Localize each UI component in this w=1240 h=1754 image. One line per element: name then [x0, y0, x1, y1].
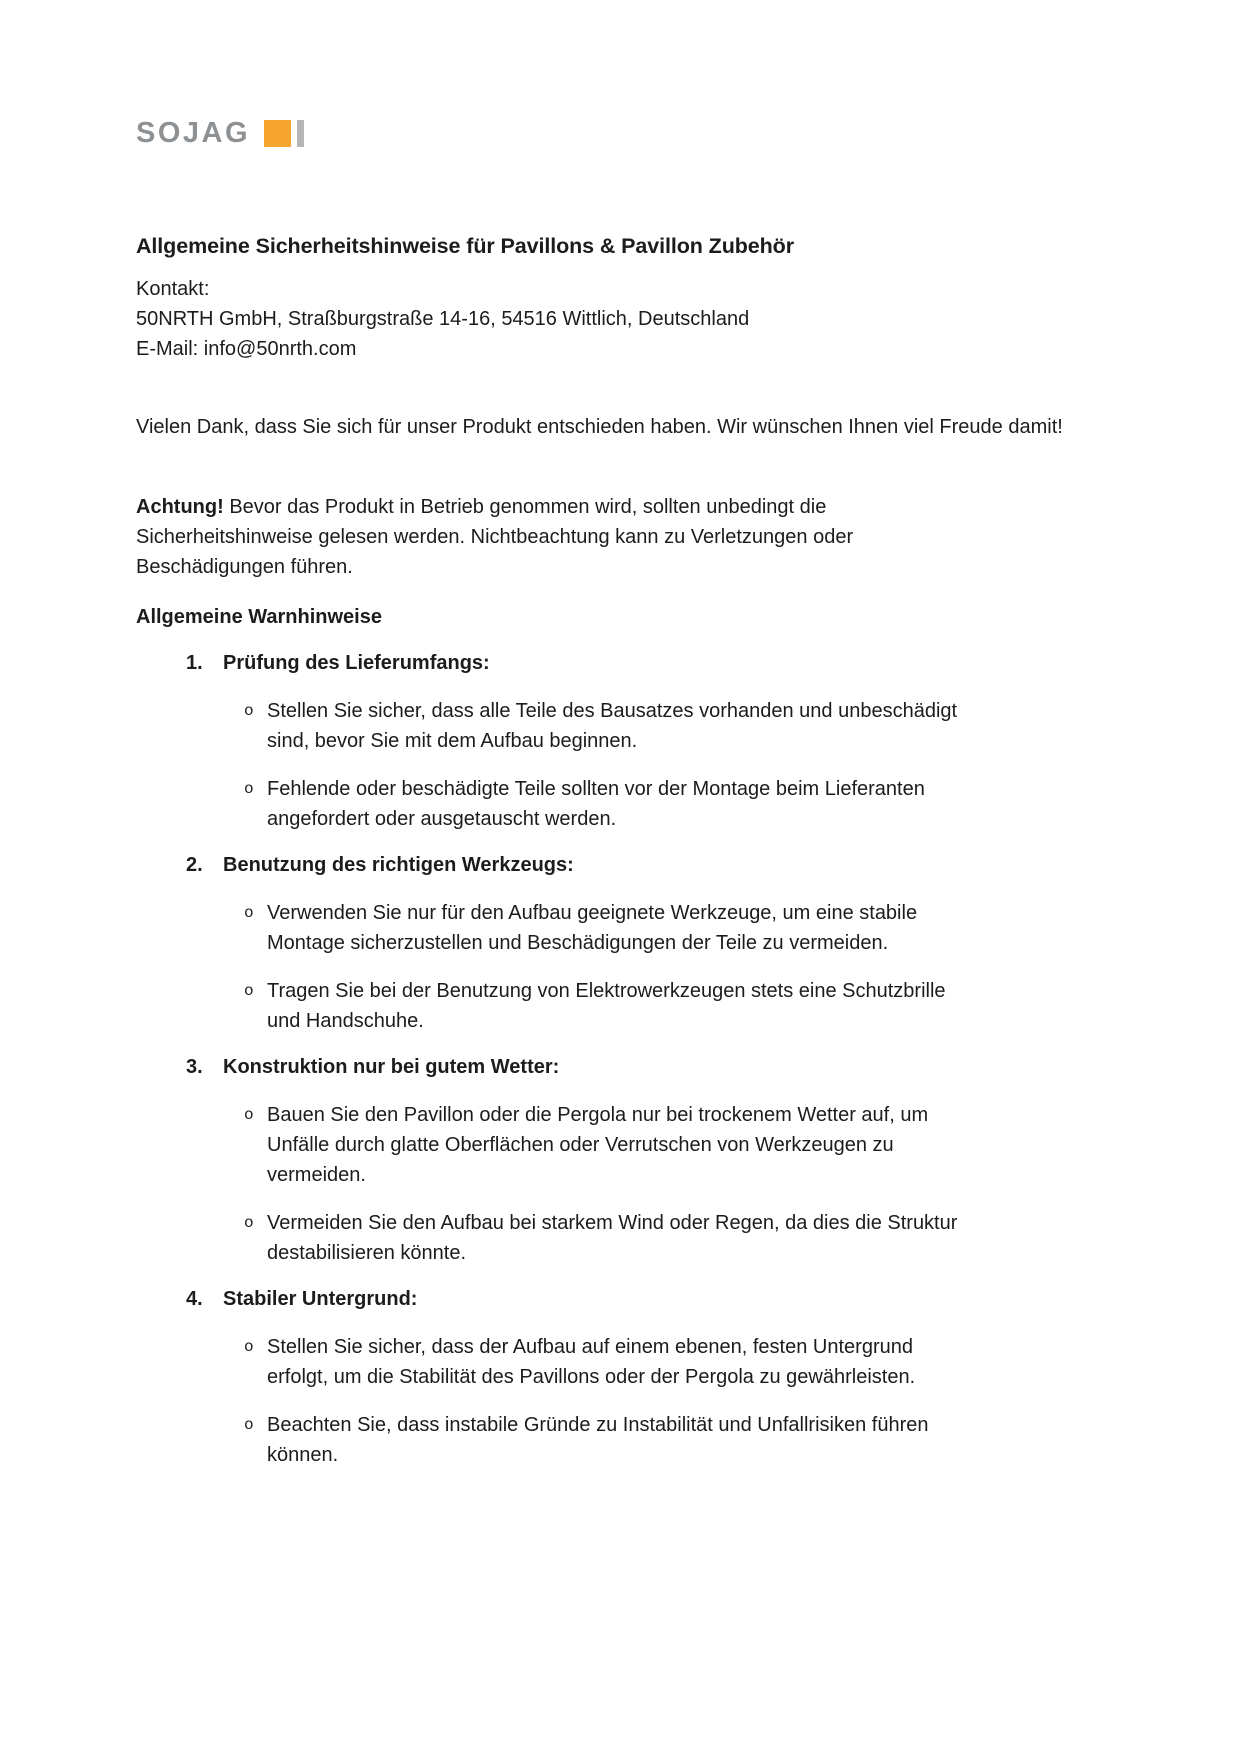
bullet-marker-icon: o: [244, 780, 254, 798]
bullet-marker-icon: o: [244, 1214, 254, 1232]
bullet-text: Bauen Sie den Pavillon oder die Pergola nur bei trockenem Wetter auf, um Unfälle durch glatte Oberflächen oder Verrutschen von Werkzeugen zu vermeiden.: [267, 1104, 929, 1186]
bullet-text: Beachten Sie, dass instabile Gründe zu Instabilität und Unfallrisiken führen können.: [267, 1414, 929, 1466]
sojag-logo: [136, 113, 1108, 153]
warning-list: [136, 648, 1108, 1470]
contact-block: [136, 274, 1108, 364]
warning-paragraph: [136, 492, 896, 582]
list-item-heading: [136, 648, 1108, 678]
bullet-marker-icon: o: [244, 702, 254, 720]
list-item-number: 4.: [186, 1288, 203, 1310]
bullet-text: Stellen Sie sicher, dass alle Teile des Bausatzes vorhanden und unbeschädigt sind, bevor Sie mit dem Aufbau beginnen.: [267, 700, 958, 752]
bullet-marker-icon: o: [244, 982, 254, 1000]
list-item-heading: [136, 1284, 1108, 1314]
section-heading: Allgemeine Warnhinweise: [136, 606, 382, 628]
logo-wordmark: SOJAG: [136, 116, 251, 149]
bullet-item: [136, 1208, 1108, 1268]
bullet-marker-icon: o: [244, 904, 254, 922]
contact-label: Kontakt:: [136, 278, 210, 300]
list-item-bullets: [136, 1100, 1108, 1268]
bullet-item: [136, 1100, 1108, 1190]
list-item-title: Konstruktion nur bei gutem Wetter:: [223, 1056, 560, 1078]
bullet-text: Verwenden Sie nur für den Aufbau geeignete Werkzeuge, um eine stabile Montage sicherzustellen und Beschädigungen der Teile zu vermeiden.: [267, 902, 918, 954]
contact-address: 50NRTH GmbH, Straßburgstraße 14-16, 54516 Wittlich, Deutschland: [136, 308, 750, 330]
list-item-number: 1.: [186, 652, 203, 674]
contact-email: E-Mail: info@50nrth.com: [136, 338, 357, 360]
page-title: Allgemeine Sicherheitshinweise für Pavillons & Pavillon Zubehör: [136, 234, 794, 258]
list-item-bullets: [136, 696, 1108, 834]
list-item: [136, 850, 1108, 1036]
list-item-title: Prüfung des Lieferumfangs:: [223, 652, 490, 674]
list-item-number: 3.: [186, 1056, 203, 1078]
bullet-text: Stellen Sie sicher, dass der Aufbau auf einem ebenen, festen Untergrund erfolgt, um die Stabilität des Pavillons oder der Pergola zu gewährleisten.: [267, 1336, 916, 1388]
list-item-bullets: [136, 898, 1108, 1036]
bullet-text: Fehlende oder beschädigte Teile sollten vor der Montage beim Lieferanten angefordert oder ausgetauscht werden.: [267, 778, 925, 830]
logo-bar-icon: [297, 120, 304, 147]
list-item-title: Benutzung des richtigen Werkzeugs:: [223, 854, 574, 876]
bullet-marker-icon: o: [244, 1338, 254, 1356]
bullet-item: [136, 976, 1108, 1036]
bullet-marker-icon: o: [244, 1106, 254, 1124]
list-item-title: Stabiler Untergrund:: [223, 1288, 418, 1310]
intro-paragraph: Vielen Dank, dass Sie sich für unser Produkt entschieden haben. Wir wünschen Ihnen viel Freude damit!: [136, 416, 1063, 438]
list-item: [136, 648, 1108, 834]
logo-orange-square-icon: [264, 120, 291, 147]
bullet-marker-icon: o: [244, 1416, 254, 1434]
list-item: [136, 1284, 1108, 1470]
bullet-text: Tragen Sie bei der Benutzung von Elektrowerkzeugen stets eine Schutzbrille und Handschuhe.: [267, 980, 946, 1032]
list-item-heading: [136, 1052, 1108, 1082]
list-item-bullets: [136, 1332, 1108, 1470]
bullet-item: [136, 696, 1108, 756]
warning-lead: Achtung!: [136, 496, 224, 518]
bullet-item: [136, 1332, 1108, 1392]
bullet-item: [136, 774, 1108, 834]
bullet-item: [136, 1410, 1108, 1470]
bullet-text: Vermeiden Sie den Aufbau bei starkem Wind oder Regen, da dies die Struktur destabilisieren könnte.: [267, 1212, 958, 1264]
list-item-number: 2.: [186, 854, 203, 876]
bullet-item: [136, 898, 1108, 958]
list-item-heading: [136, 850, 1108, 880]
list-item: [136, 1052, 1108, 1268]
warning-text: Bevor das Produkt in Betrieb genommen wird, sollten unbedingt die Sicherheitshinweise gelesen werden. Nichtbeachtung kann zu Verletzungen oder Beschädigungen führen.: [136, 496, 854, 578]
